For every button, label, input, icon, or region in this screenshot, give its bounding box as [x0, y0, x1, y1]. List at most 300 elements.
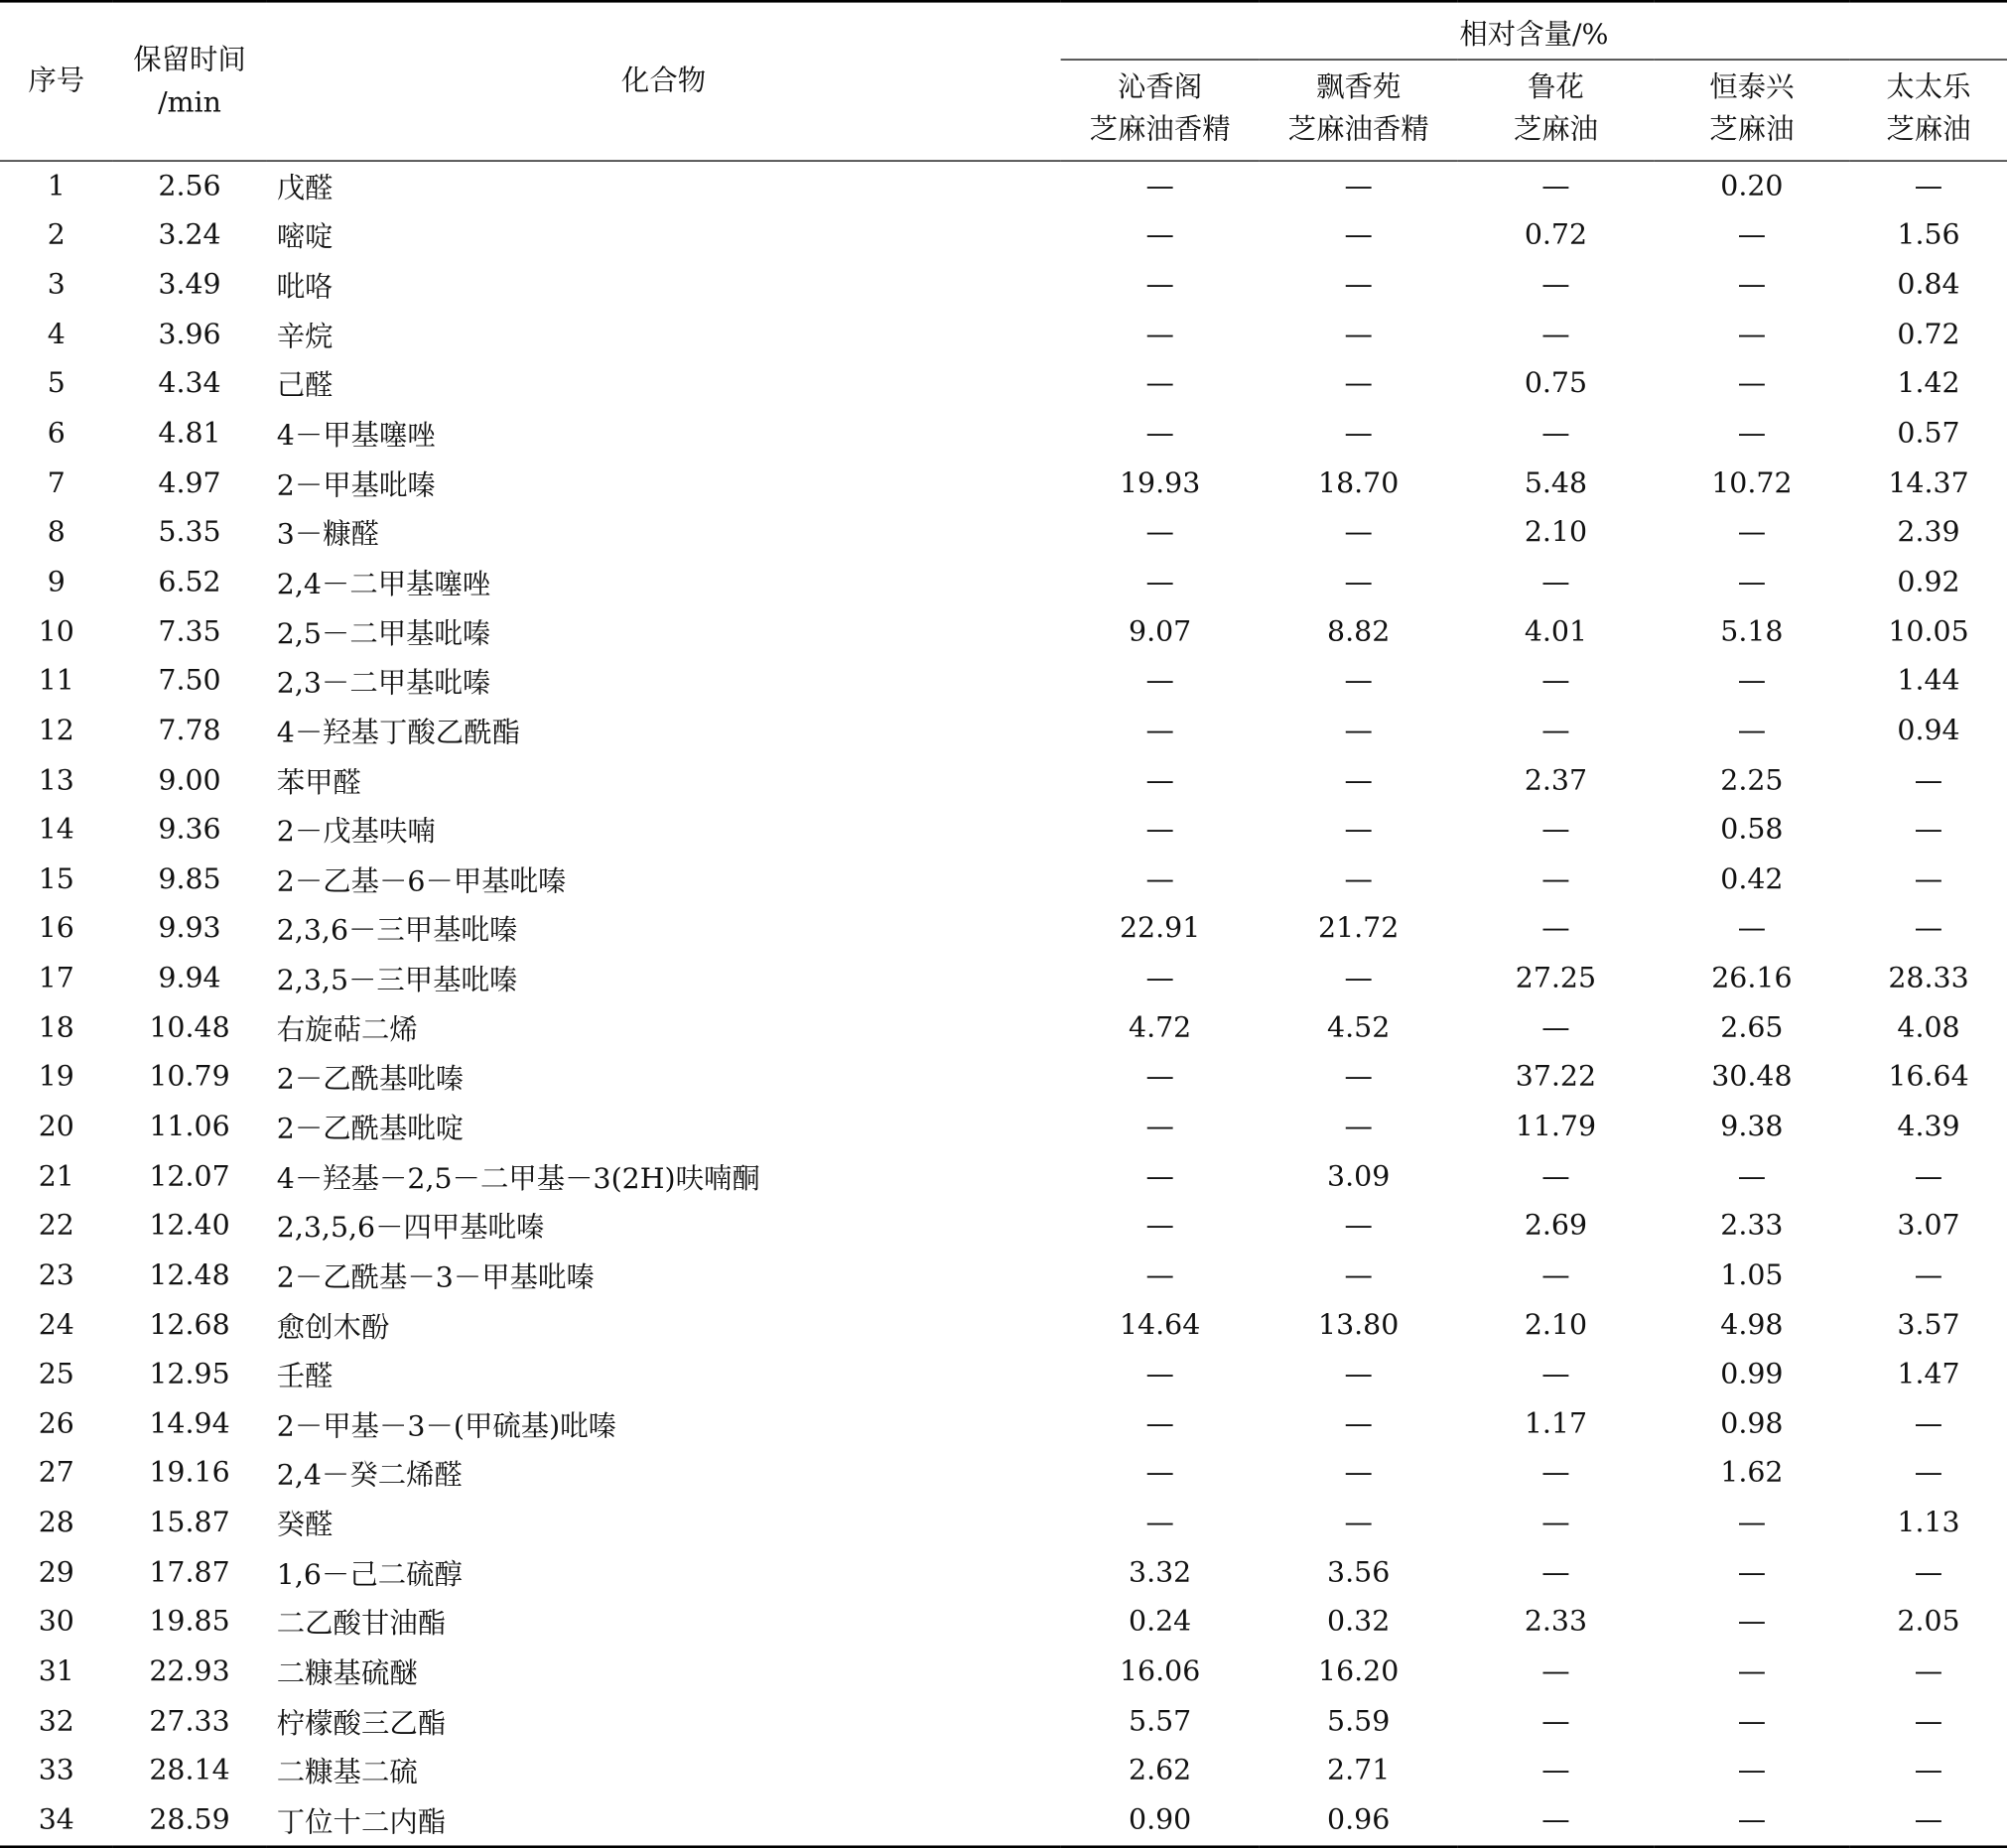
cell-retention-time: 7.35 [158, 615, 221, 648]
cell-compound: 3－糠醛 [276, 519, 380, 552]
cell-relative-content: — [1344, 1259, 1373, 1292]
cell-relative-content: 4.52 [1327, 1011, 1391, 1045]
header-retention-time-label: 保留时间 [133, 44, 246, 76]
cell-no: 7 [47, 466, 66, 500]
cell-retention-time: 3.24 [158, 219, 221, 252]
cell-retention-time: 9.94 [158, 962, 221, 995]
cell-relative-content: 4.39 [1897, 1111, 1960, 1143]
sample-name: 飘香苑 [1316, 71, 1402, 104]
cell-relative-content: — [1145, 1061, 1174, 1094]
table-row [0, 707, 2007, 756]
cell-relative-content: — [1541, 863, 1570, 896]
cell-retention-time: 22.93 [149, 1655, 230, 1688]
cell-relative-content: — [1344, 1210, 1373, 1243]
cell-relative-content: — [1654, 1795, 1849, 1846]
cell-relative-content: — [1737, 269, 1767, 302]
cell-no: 28 [38, 1507, 74, 1539]
cell-no: 33 [38, 1755, 74, 1787]
cell-relative-content: — [1145, 1111, 1174, 1143]
cell-relative-content: 4.98 [1720, 1309, 1784, 1342]
cell-relative-content: — [1145, 764, 1174, 797]
cell-no: 2 [47, 219, 66, 252]
cell-no: 19 [38, 1061, 74, 1094]
cell-relative-content: 16.06 [1119, 1655, 1201, 1688]
cell-relative-content: 0.42 [1720, 863, 1784, 896]
cell-relative-content: — [1145, 1160, 1174, 1193]
cell-relative-content: — [1737, 566, 1767, 598]
cell-relative-content: — [1344, 1407, 1373, 1441]
cell-relative-content: — [1344, 1457, 1373, 1491]
cell-relative-content: 27.25 [1515, 962, 1597, 995]
cell-retention-time: 9.36 [158, 814, 221, 847]
table-row [0, 1251, 2007, 1300]
cell-no: 1 [47, 170, 66, 202]
cell-compound: 2－乙酰基吡啶 [276, 1114, 465, 1146]
cell-retention-time: 4.81 [158, 417, 221, 451]
cell-relative-content: — [1344, 764, 1373, 797]
cell-retention-time: 19.85 [149, 1606, 230, 1639]
cell-relative-content: 2.69 [1524, 1210, 1588, 1243]
header-no: 序号 [0, 1, 113, 161]
cell-compound: 2,3,5,6－四甲基吡嗪 [276, 1212, 545, 1246]
cell-relative-content: 1.42 [1897, 368, 1960, 401]
cell-relative-content: — [1344, 1111, 1373, 1143]
cell-relative-content: — [1344, 417, 1373, 451]
cell-relative-content: 2.62 [1129, 1755, 1192, 1787]
header-retention-time-unit: /min [158, 86, 221, 119]
header-sample-taitaile [1850, 60, 2007, 161]
cell-no: 3 [47, 269, 66, 302]
cell-retention-time: 10.48 [149, 1011, 230, 1045]
cell-relative-content: 5.59 [1327, 1705, 1391, 1738]
cell-relative-content: 2.33 [1524, 1606, 1588, 1639]
cell-relative-content: 2.10 [1524, 516, 1588, 550]
cell-retention-time: 15.87 [149, 1507, 230, 1539]
sample-type: 芝麻油香精 [1089, 113, 1231, 147]
cell-relative-content: — [1344, 368, 1373, 401]
cell-relative-content: — [1737, 715, 1767, 747]
cell-relative-content: — [1145, 368, 1174, 401]
cell-no: 25 [38, 1359, 74, 1391]
table-row [0, 1053, 2007, 1103]
table-row [0, 1202, 2007, 1252]
cell-retention-time: 12.07 [149, 1160, 230, 1193]
cell-retention-time: 12.95 [149, 1359, 230, 1391]
cell-retention-time: 14.94 [149, 1407, 230, 1441]
table-row [0, 855, 2007, 904]
cell-relative-content: 2.10 [1524, 1309, 1588, 1342]
cell-relative-content: 4.08 [1897, 1011, 1960, 1045]
cell-relative-content: — [1914, 1755, 1943, 1787]
cell-relative-content: — [1344, 1061, 1373, 1094]
cell-relative-content: — [1541, 1507, 1570, 1539]
cell-relative-content: — [1145, 566, 1174, 598]
cell-relative-content: 5.48 [1524, 466, 1588, 500]
cell-relative-content: — [1145, 319, 1174, 351]
cell-relative-content: — [1344, 516, 1373, 550]
cell-relative-content: — [1914, 1457, 1943, 1491]
table-row [0, 1350, 2007, 1399]
cell-relative-content: — [1145, 863, 1174, 896]
cell-compound: 4－甲基噻唑 [276, 420, 436, 453]
cell-relative-content: — [1914, 863, 1943, 896]
cell-relative-content: — [1344, 170, 1373, 202]
cell-compound: 壬醛 [276, 1361, 334, 1393]
cell-relative-content: 9.38 [1720, 1111, 1784, 1143]
table-row [0, 1103, 2007, 1152]
cell-relative-content: — [1737, 516, 1767, 550]
table-row [0, 260, 2007, 310]
cell-retention-time: 9.85 [158, 863, 221, 896]
cell-relative-content: 0.94 [1897, 715, 1960, 747]
table-row [0, 954, 2007, 1003]
table-row [0, 657, 2007, 707]
cell-retention-time: 10.79 [149, 1061, 230, 1094]
cell-compound: 己醛 [276, 370, 334, 403]
cell-relative-content: 0.90 [1061, 1795, 1260, 1846]
cell-relative-content: 4.01 [1524, 615, 1588, 648]
cell-relative-content: — [1737, 1507, 1767, 1539]
cell-no: 27 [38, 1457, 74, 1491]
cell-compound: 2－甲基吡嗪 [276, 469, 436, 502]
table-row [0, 1598, 2007, 1648]
cell-relative-content: 0.72 [1524, 219, 1588, 252]
cell-no: 21 [38, 1160, 74, 1193]
cell-relative-content: — [1344, 319, 1373, 351]
cell-relative-content: — [1145, 814, 1174, 847]
cell-relative-content: — [1541, 1705, 1570, 1738]
cell-compound: 2,5－二甲基吡嗪 [276, 618, 491, 651]
cell-compound: 二糠基二硫 [276, 1757, 418, 1790]
cell-relative-content: 3.07 [1897, 1210, 1960, 1243]
cell-no: 10 [38, 615, 74, 648]
cell-relative-content: — [1145, 269, 1174, 302]
cell-compound: 二乙酸甘油酯 [276, 1609, 447, 1642]
header-sample-qinxiangge [1061, 60, 1260, 161]
cell-no: 4 [47, 319, 66, 351]
cell-no: 8 [47, 516, 66, 550]
cell-retention-time: 6.52 [158, 566, 221, 598]
cell-compound: 吡咯 [276, 271, 334, 305]
cell-relative-content: — [1344, 269, 1373, 302]
cell-no: 24 [38, 1309, 74, 1342]
cell-compound: 柠檬酸三乙酯 [276, 1707, 447, 1741]
cell-retention-time: 3.49 [158, 269, 221, 302]
cell-relative-content: — [1541, 170, 1570, 202]
cell-compound: 嘧啶 [276, 221, 334, 255]
cell-relative-content: — [1737, 912, 1767, 946]
cell-relative-content: 0.92 [1897, 566, 1960, 598]
cell-no: 30 [38, 1606, 74, 1639]
cell-compound: 2,3,6－三甲基吡嗪 [276, 915, 518, 948]
cell-relative-content: — [1850, 1795, 2007, 1846]
cell-relative-content: — [1914, 1407, 1943, 1441]
cell-retention-time: 2.56 [158, 170, 221, 202]
cell-relative-content: — [1145, 1407, 1174, 1441]
cell-relative-content: — [1541, 1556, 1570, 1589]
cell-relative-content: 3.09 [1327, 1160, 1391, 1193]
cell-relative-content: 30.48 [1711, 1061, 1793, 1094]
table-row [0, 409, 2007, 459]
cell-relative-content: 2.39 [1897, 516, 1960, 550]
cell-no: 11 [38, 665, 74, 698]
cell-relative-content: — [1145, 715, 1174, 747]
table-row [0, 211, 2007, 261]
cell-no: 23 [38, 1259, 74, 1292]
cell-compound: 戊醛 [276, 173, 334, 205]
table-row [0, 1548, 2007, 1598]
cell-relative-content: — [1541, 269, 1570, 302]
cell-relative-content: — [1344, 962, 1373, 995]
cell-relative-content: — [1914, 1556, 1943, 1589]
cell-relative-content: 0.72 [1897, 319, 1960, 351]
cell-relative-content: 0.32 [1327, 1606, 1391, 1639]
cell-relative-content: 2.33 [1720, 1210, 1784, 1243]
cell-no: 22 [38, 1210, 74, 1243]
table-row [0, 310, 2007, 359]
cell-relative-content: 2.37 [1524, 764, 1588, 797]
cell-relative-content: — [1145, 170, 1174, 202]
table-row [0, 1696, 2007, 1746]
cell-relative-content: — [1914, 170, 1943, 202]
cell-no: 5 [47, 368, 66, 401]
cell-relative-content: 1.56 [1897, 219, 1960, 252]
cell-relative-content: — [1344, 1359, 1373, 1391]
cell-relative-content: — [1145, 1507, 1174, 1539]
cell-compound: 丁位十二内酯 [266, 1795, 1060, 1846]
cell-retention-time: 19.16 [149, 1457, 230, 1491]
cell-relative-content: 1.05 [1720, 1259, 1784, 1292]
cell-relative-content: — [1737, 219, 1767, 252]
cell-relative-content: — [1145, 1457, 1174, 1491]
cell-relative-content: 11.79 [1515, 1111, 1597, 1143]
cell-relative-content: 4.72 [1129, 1011, 1192, 1045]
cell-relative-content: — [1914, 1160, 1943, 1193]
cell-relative-content: — [1541, 1160, 1570, 1193]
cell-no: 6 [47, 417, 66, 451]
cell-relative-content: 16.64 [1888, 1061, 1969, 1094]
cell-compound: 2－乙基－6－甲基吡嗪 [276, 865, 567, 898]
cell-no: 34 [0, 1795, 113, 1846]
cell-relative-content: 3.32 [1129, 1556, 1192, 1589]
cell-compound: 2,3－二甲基吡嗪 [276, 668, 491, 701]
cell-retention-time: 12.40 [149, 1210, 230, 1243]
table-row [0, 1399, 2007, 1449]
table-row [0, 459, 2007, 508]
cell-relative-content: 1.47 [1897, 1359, 1960, 1391]
cell-relative-content: — [1344, 1507, 1373, 1539]
cell-retention-time: 28.14 [149, 1755, 230, 1787]
cell-compound: 辛烷 [276, 321, 334, 354]
table-row [0, 1300, 2007, 1350]
cell-relative-content: — [1541, 319, 1570, 351]
cell-relative-content: 16.20 [1318, 1655, 1400, 1688]
cell-relative-content: — [1914, 912, 1943, 946]
cell-relative-content: 0.96 [1260, 1795, 1458, 1846]
cell-relative-content: 1.17 [1524, 1407, 1588, 1441]
header-sample-luhua [1458, 60, 1654, 161]
cell-relative-content: — [1737, 368, 1767, 401]
cell-relative-content: — [1344, 814, 1373, 847]
sample-type: 芝麻油 [1886, 113, 1971, 147]
cell-retention-time: 4.34 [158, 368, 221, 401]
cell-retention-time: 28.59 [113, 1795, 267, 1846]
cell-no: 26 [38, 1407, 74, 1441]
cell-retention-time: 7.78 [158, 715, 221, 747]
cell-relative-content: — [1541, 912, 1570, 946]
cell-relative-content: 3.56 [1327, 1556, 1391, 1589]
cell-relative-content: — [1344, 863, 1373, 896]
cell-compound: 2,3,5－三甲基吡嗪 [276, 965, 518, 997]
cell-relative-content: 3.57 [1897, 1309, 1960, 1342]
cell-relative-content: — [1145, 962, 1174, 995]
cell-compound: 2－戊基呋喃 [276, 816, 436, 850]
cell-relative-content: 0.20 [1720, 170, 1784, 202]
table-row [0, 1795, 2007, 1846]
header-retention-time [113, 1, 267, 161]
cell-relative-content: 22.91 [1119, 912, 1201, 946]
table-row [0, 904, 2007, 954]
table-row [0, 607, 2007, 657]
cell-relative-content: — [1914, 814, 1943, 847]
cell-relative-content: — [1914, 1655, 1943, 1688]
cell-relative-content: — [1145, 417, 1174, 451]
cell-compound: 2－甲基－3－(甲硫基)吡嗪 [276, 1410, 617, 1443]
cell-relative-content: 0.57 [1897, 417, 1960, 451]
cell-relative-content: — [1914, 1259, 1943, 1292]
cell-relative-content: 14.64 [1119, 1309, 1201, 1342]
cell-relative-content: — [1145, 665, 1174, 698]
cell-relative-content: — [1541, 1457, 1570, 1491]
sample-name: 鲁花 [1528, 71, 1584, 104]
cell-relative-content: 0.99 [1720, 1359, 1784, 1391]
cell-compound: 愈创木酚 [276, 1311, 390, 1344]
cell-compound: 2,4－癸二烯醛 [276, 1460, 463, 1493]
cell-no: 17 [38, 962, 74, 995]
table-row [0, 558, 2007, 607]
header-sample-hengtaixing [1654, 60, 1849, 161]
cell-relative-content: — [1541, 715, 1570, 747]
cell-compound: 右旋萜二烯 [276, 1014, 418, 1047]
table-body [0, 161, 2007, 1846]
header-sample-piaoxiangyuan [1260, 60, 1458, 161]
cell-relative-content: — [1737, 1606, 1767, 1639]
cell-relative-content: 2.71 [1327, 1755, 1391, 1787]
cell-no: 16 [38, 912, 74, 946]
cell-relative-content: 37.22 [1515, 1061, 1597, 1094]
sample-name: 沁香阁 [1118, 71, 1203, 104]
cell-relative-content: — [1737, 1556, 1767, 1589]
cell-relative-content: — [1145, 1359, 1174, 1391]
cell-relative-content: — [1541, 665, 1570, 698]
cell-relative-content: 0.84 [1897, 269, 1960, 302]
cell-relative-content: — [1541, 1259, 1570, 1292]
cell-relative-content: 2.05 [1897, 1606, 1960, 1639]
cell-relative-content: 2.65 [1720, 1011, 1784, 1045]
cell-relative-content: 18.70 [1318, 466, 1400, 500]
cell-relative-content: — [1541, 1359, 1570, 1391]
table-row [0, 1499, 2007, 1548]
cell-retention-time: 7.50 [158, 665, 221, 698]
cell-relative-content: — [1145, 1210, 1174, 1243]
cell-relative-content: — [1737, 1655, 1767, 1688]
cell-relative-content: — [1541, 1655, 1570, 1688]
cell-relative-content: — [1541, 814, 1570, 847]
sample-name: 恒泰兴 [1709, 71, 1795, 104]
table-row [0, 1648, 2007, 1697]
cell-relative-content: — [1541, 417, 1570, 451]
cell-relative-content: — [1914, 1705, 1943, 1738]
cell-relative-content: 8.82 [1327, 615, 1391, 648]
cell-relative-content: — [1344, 219, 1373, 252]
cell-relative-content: 0.24 [1129, 1606, 1192, 1639]
cell-relative-content: 1.62 [1720, 1457, 1784, 1491]
cell-relative-content: 9.07 [1129, 615, 1192, 648]
cell-relative-content: 5.57 [1129, 1705, 1192, 1738]
cell-relative-content: — [1737, 1755, 1767, 1787]
cell-no: 15 [38, 863, 74, 896]
cell-compound: 二糠基硫醚 [276, 1657, 418, 1691]
cell-retention-time: 12.68 [149, 1309, 230, 1342]
table-row [0, 1449, 2007, 1499]
cell-no: 29 [38, 1556, 74, 1589]
cell-relative-content: 21.72 [1318, 912, 1400, 946]
cell-relative-content: — [1145, 516, 1174, 550]
cell-no: 14 [38, 814, 74, 847]
cell-compound: 苯甲醛 [276, 766, 361, 800]
sample-type: 芝麻油香精 [1287, 113, 1429, 147]
cell-compound: 1,6－己二硫醇 [276, 1559, 463, 1592]
cell-no: 31 [38, 1655, 74, 1688]
sample-type: 芝麻油 [1513, 113, 1599, 147]
header-relative-content: 相对含量/% [1061, 1, 2007, 60]
cell-retention-time: 4.97 [158, 466, 221, 500]
cell-relative-content: 1.13 [1897, 1507, 1960, 1539]
cell-relative-content: — [1344, 665, 1373, 698]
cell-relative-content: — [1737, 417, 1767, 451]
cell-relative-content: 26.16 [1711, 962, 1793, 995]
cell-relative-content: 28.33 [1888, 962, 1969, 995]
header-compound: 化合物 [266, 1, 1060, 161]
cell-retention-time: 12.48 [149, 1259, 230, 1292]
cell-relative-content: — [1344, 566, 1373, 598]
cell-no: 13 [38, 764, 74, 797]
cell-relative-content: — [1737, 1705, 1767, 1738]
cell-relative-content: 1.44 [1897, 665, 1960, 698]
cell-no: 32 [38, 1705, 74, 1738]
cell-compound: 2－乙酰基－3－甲基吡嗪 [276, 1261, 595, 1295]
sample-type: 芝麻油 [1709, 113, 1795, 147]
cell-relative-content: 14.37 [1888, 466, 1969, 500]
cell-no: 20 [38, 1111, 74, 1143]
cell-compound: 癸醛 [276, 1510, 334, 1542]
table-row [0, 359, 2007, 409]
cell-no: 18 [38, 1011, 74, 1045]
cell-relative-content: 0.75 [1524, 368, 1588, 401]
cell-compound: 4－羟基－2,5－二甲基－3(2H)呋喃酮 [276, 1163, 760, 1196]
cell-relative-content: — [1737, 1160, 1767, 1193]
cell-no: 12 [38, 715, 74, 747]
cell-relative-content: — [1737, 665, 1767, 698]
cell-compound: 2－乙酰基吡嗪 [276, 1064, 465, 1097]
table-row [0, 755, 2007, 805]
cell-retention-time: 5.35 [158, 516, 221, 550]
cell-relative-content: 19.93 [1119, 466, 1201, 500]
table-row [0, 508, 2007, 558]
cell-relative-content: 0.98 [1720, 1407, 1784, 1441]
cell-relative-content: 10.05 [1888, 615, 1969, 648]
cell-retention-time: 17.87 [149, 1556, 230, 1589]
